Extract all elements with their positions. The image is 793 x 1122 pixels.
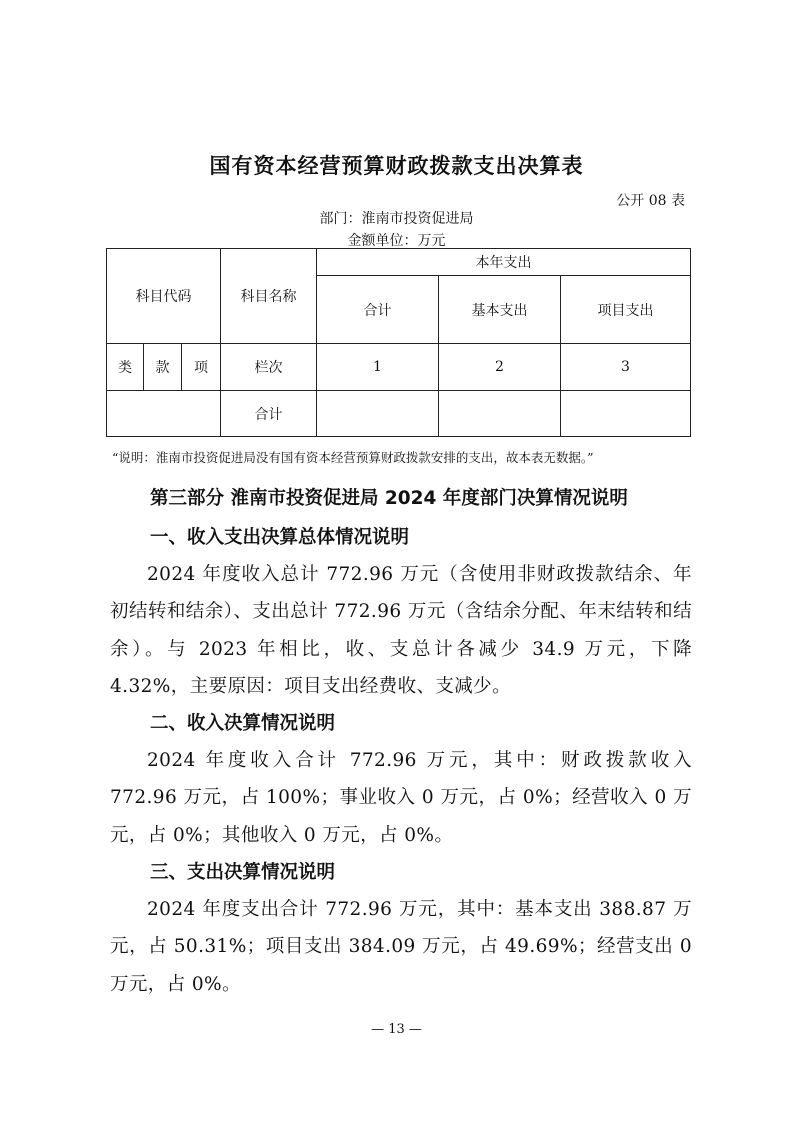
table-row-lanci [107,344,691,391]
form-code: 公开 08 表 [616,193,685,209]
table-header-row [107,249,691,276]
table-title: 国有资本经营预算财政拨款支出决算表 [209,154,584,178]
amount-unit-label: 金额单位：万元 [347,233,446,249]
paragraph-income-expenditure-overview: 2024 年度收入总计 772.96 万元（含使用非财政拨款结余、年初结转和结余）、支出总计 772.96 万元（含结余分配、年末结转和结余）。与 2023 年相比，收、支总计各减少 34.9 万元，下降 4.32%，主要原因：项目支出经费收、支减少。 [110,564,692,697]
header-basic-expenditure: 基本支出 [439,276,561,344]
header-subject-code: 科目代码 [107,249,221,344]
paragraph-income: 2024 年度收入合计 772.96 万元，其中：财政拨款收入 772.96 万元，占 100%；事业收入 0 万元，占 0%；经营收入 0 万元，占 0%；其他收入 0 万元，占 0%。 [110,750,692,846]
subsection-heading-1: 一、收入支出决算总体情况说明 [150,527,410,548]
subsection-heading-3: 三、支出决算情况说明 [150,862,336,883]
department-label: 部门：淮南市投资促进局 [319,211,474,227]
header-project-expenditure: 项目支出 [561,276,691,344]
header-subject-name: 科目名称 [221,249,317,344]
cell-total-project [561,391,691,437]
table-note: “说明：淮南市投资促进局没有国有资本经营预算财政拨款安排的支出，故本表无数据。” [112,450,594,465]
cell-lanci-1: 1 [317,344,439,391]
section-heading: 第三部分 淮南市投资促进局 2024 年度部门决算情况说明 [150,488,628,509]
paragraph-expenditure: 2024 年度支出合计 772.96 万元，其中：基本支出 388.87 万元，占 50.31%；项目支出 384.09 万元，占 49.69%；经营支出 0 万元，占 0%。 [110,899,692,995]
cell-total-label: 合计 [221,391,317,437]
cell-total-code [107,391,221,437]
cell-xiang: 项 [182,344,221,391]
table-row-total [107,391,691,437]
cell-lanci-label: 栏次 [221,344,317,391]
cell-lei: 类 [107,344,144,391]
page-number: — 13 — [371,1022,422,1037]
header-total: 合计 [317,276,439,344]
cell-lanci-2: 2 [439,344,561,391]
cell-kuan: 款 [144,344,182,391]
cell-total-value [317,391,439,437]
budget-table [106,248,691,437]
header-current-year-expenditure: 本年支出 [317,249,691,276]
cell-total-basic [439,391,561,437]
subsection-heading-2: 二、收入决算情况说明 [150,713,336,734]
cell-lanci-3: 3 [561,344,691,391]
